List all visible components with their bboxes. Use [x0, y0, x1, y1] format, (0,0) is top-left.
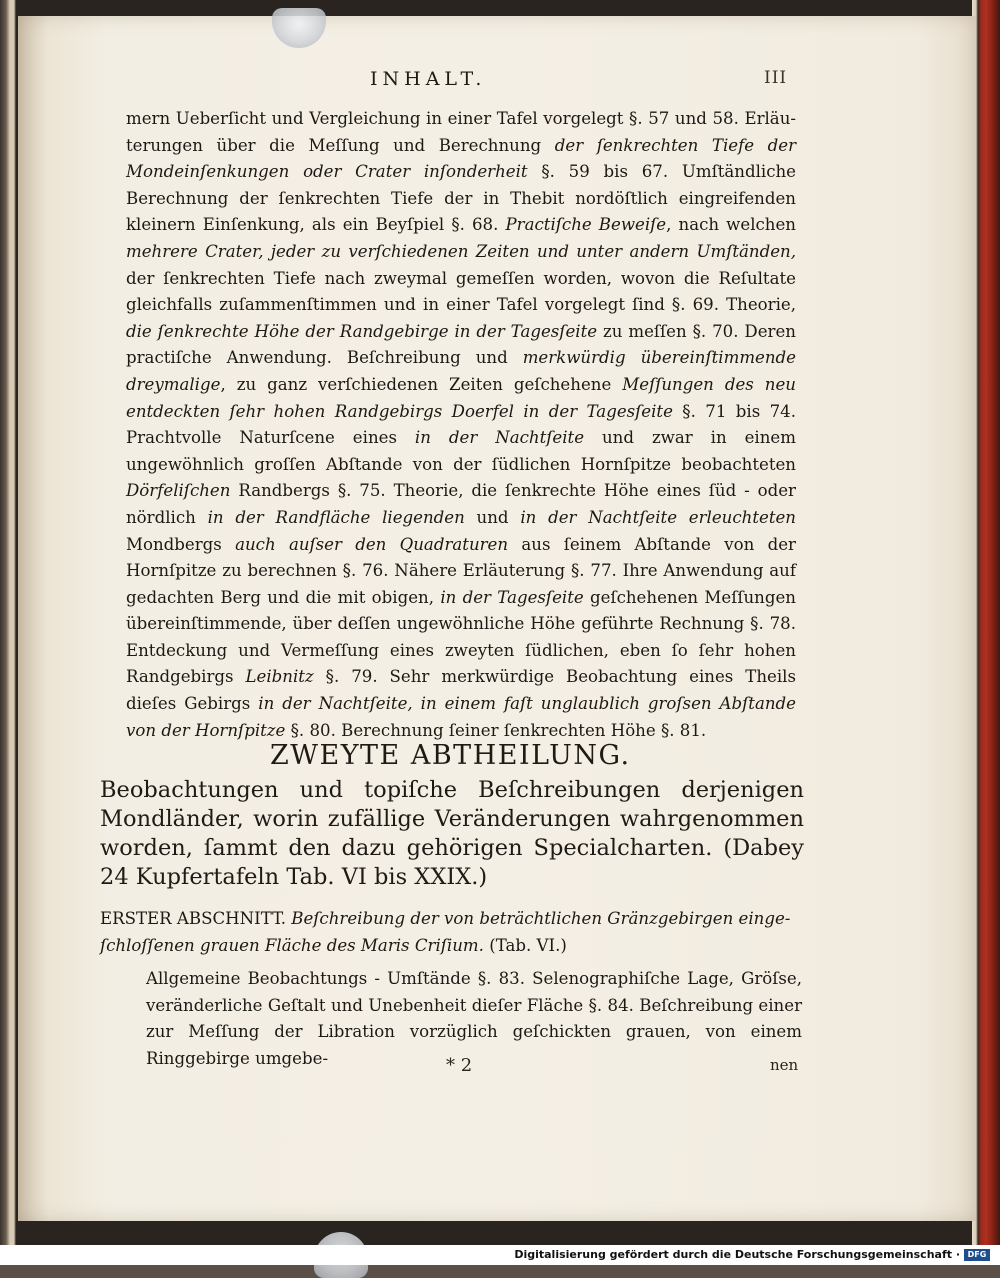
page-clip-top [272, 8, 326, 48]
text-segment: aus ſeinem Abſtande von der Hornſpitze zu berechnen §. 76. Nähere Erläuterung §. 77. Ihre Anwendung auf gedachten Berg und die mit obigen, [126, 534, 796, 607]
text-segment: mern Ueberſicht und Vergleichung in einer Tafel vorgelegt §. 57 und 58. Erläuterungen über die Meſſung und Berechnung [126, 109, 796, 155]
text-segment: §. 79. Sehr merkwürdige Beobachtung eines Theils dieſes Gebirgs [126, 667, 797, 714]
text-segment: §. 71 bis 74. Prachtvolle Naturſcene eines [126, 401, 797, 448]
text-segment: Randbergs §. 75. Theorie, die ſenkrechte Höhe eines ſüd - oder nördlich [126, 481, 796, 527]
chapter-label: ERSTER ABSCHNITT. [100, 909, 286, 928]
section-title: ZWEYTE ABTHEILUNG. [270, 740, 631, 771]
dfg-logo-icon: DFG [964, 1249, 990, 1261]
italic-phrase: Meſſungen des neu entdeckten ſehr hohen Randgebirgs Doerfel in der Tagesſeite [126, 374, 796, 421]
text-segment: und [464, 507, 521, 527]
text-segment: , zu ganz verſchiedenen Zeiten geſchehene [220, 374, 623, 394]
text-segment: §. 80. Berechnung ſeiner ſenkrechten Höhe §. 81. [285, 720, 707, 740]
book-edge [972, 0, 1000, 1245]
funding-credit: Digitalisierung gefördert durch die Deutsche Forschungsgemeinschaft · [514, 1248, 960, 1261]
text-segment: der ſenkrechten Tiefe nach zweymal gemeſſen worden, wovon die Reſultate gleichfalls zuſammenſtimmen und in einer Tafel vorgelegt ſind §. 69. Theorie, [126, 268, 796, 315]
italic-phrase: in der Nachtſeite erleuchteten [520, 507, 796, 527]
italic-phrase: Practiſche Beweiſe [505, 215, 667, 235]
italic-phrase: auch auſser den Quadraturen [235, 534, 509, 554]
italic-phrase: in der Nachtſeite [414, 428, 585, 448]
text-segment: §. 59 bis 67. Umſtändliche Berechnung der ſenkrechten Tiefe der in Thebit nordöſtlich eingreifenden kleinern Einſenkung, als ein Beyſpiel §. 68. [126, 162, 796, 235]
italic-phrase: Leibnitz [245, 667, 314, 687]
italic-phrase: die ſenkrechte Höhe der Randgebirge in der Tagesſeite [126, 321, 598, 341]
italic-phrase: merkwürdig übereinſtimmende dreymalige [126, 348, 797, 394]
italic-phrase: mehrere Crater, jeder zu verſchiedenen Zeiten und unter andern Umſtänden, [126, 241, 796, 261]
chapter-heading [100, 906, 800, 959]
text-segment: Mondbergs [126, 534, 236, 554]
chapter-contents-paragraph: Allgemeine Beobachtungs - Umſtände §. 83. Selenographiſche Lage, Gröſse, veränderliche Geſtalt und Unebenheit dieſer Fläche §. 84. Beſchreibung einer zur Meſſung der Libration vorzüglich geſchickten grauen, von einem Ringgebirge umgebe- [146, 969, 802, 1068]
text-segment: , nach welchen [666, 215, 796, 235]
running-header: INHALT. [370, 68, 487, 90]
chapter-title: Beſchreibung der von beträchtlichen Gränzgebirgen eingeſchloſſenen grauen Fläche des Maris Criſium. [100, 909, 791, 955]
chapter-plate-reference: (Tab. VI.) [489, 935, 567, 955]
contents-paragraph [126, 106, 796, 744]
italic-phrase: in der Randfläche liegenden [207, 507, 465, 527]
page-number: III [764, 68, 788, 88]
section-description: Beobachtungen und topiſche Beſchreibungen derjenigen Mondländer, worin zufällige Veränderungen wahrgenommen worden, ſammt den dazu gehörigen Specialcharten. (Dabey 24 Kupfertafeln Tab. VI bis XXIX.) [100, 777, 804, 890]
italic-phrase: in der Tagesſeite [440, 587, 584, 607]
italic-phrase: der ſenkrechten Tiefe der Mondeinſenkungen oder Crater inſonderheit [126, 135, 797, 182]
italic-phrase: Dörfeliſchen [126, 481, 231, 501]
text-segment: geſchehenen Meſſungen übereinſtimmende, über deſſen ungewöhnliche Höhe geführte Rechnung §. 78. Entdeckung und Vermeſſung eines zweyten ſüdlichen, eben ſo ſehr hohen Randgebirgs [126, 587, 796, 687]
text-segment: zu meſſen §. 70. Deren practiſche Anwendung. Beſchreibung und [126, 321, 796, 368]
text-segment: und zwar in einem ungewöhnlich groſſen Abſtande von der ſüdlichen Hornſpitze beobachteten [126, 428, 796, 474]
catchword: nen [770, 1056, 799, 1074]
italic-phrase: in der Nachtſeite, in einem faſt unglaublich groſsen Abſtande von der Hornſpitze [126, 694, 796, 740]
signature-mark: * 2 [446, 1055, 473, 1076]
